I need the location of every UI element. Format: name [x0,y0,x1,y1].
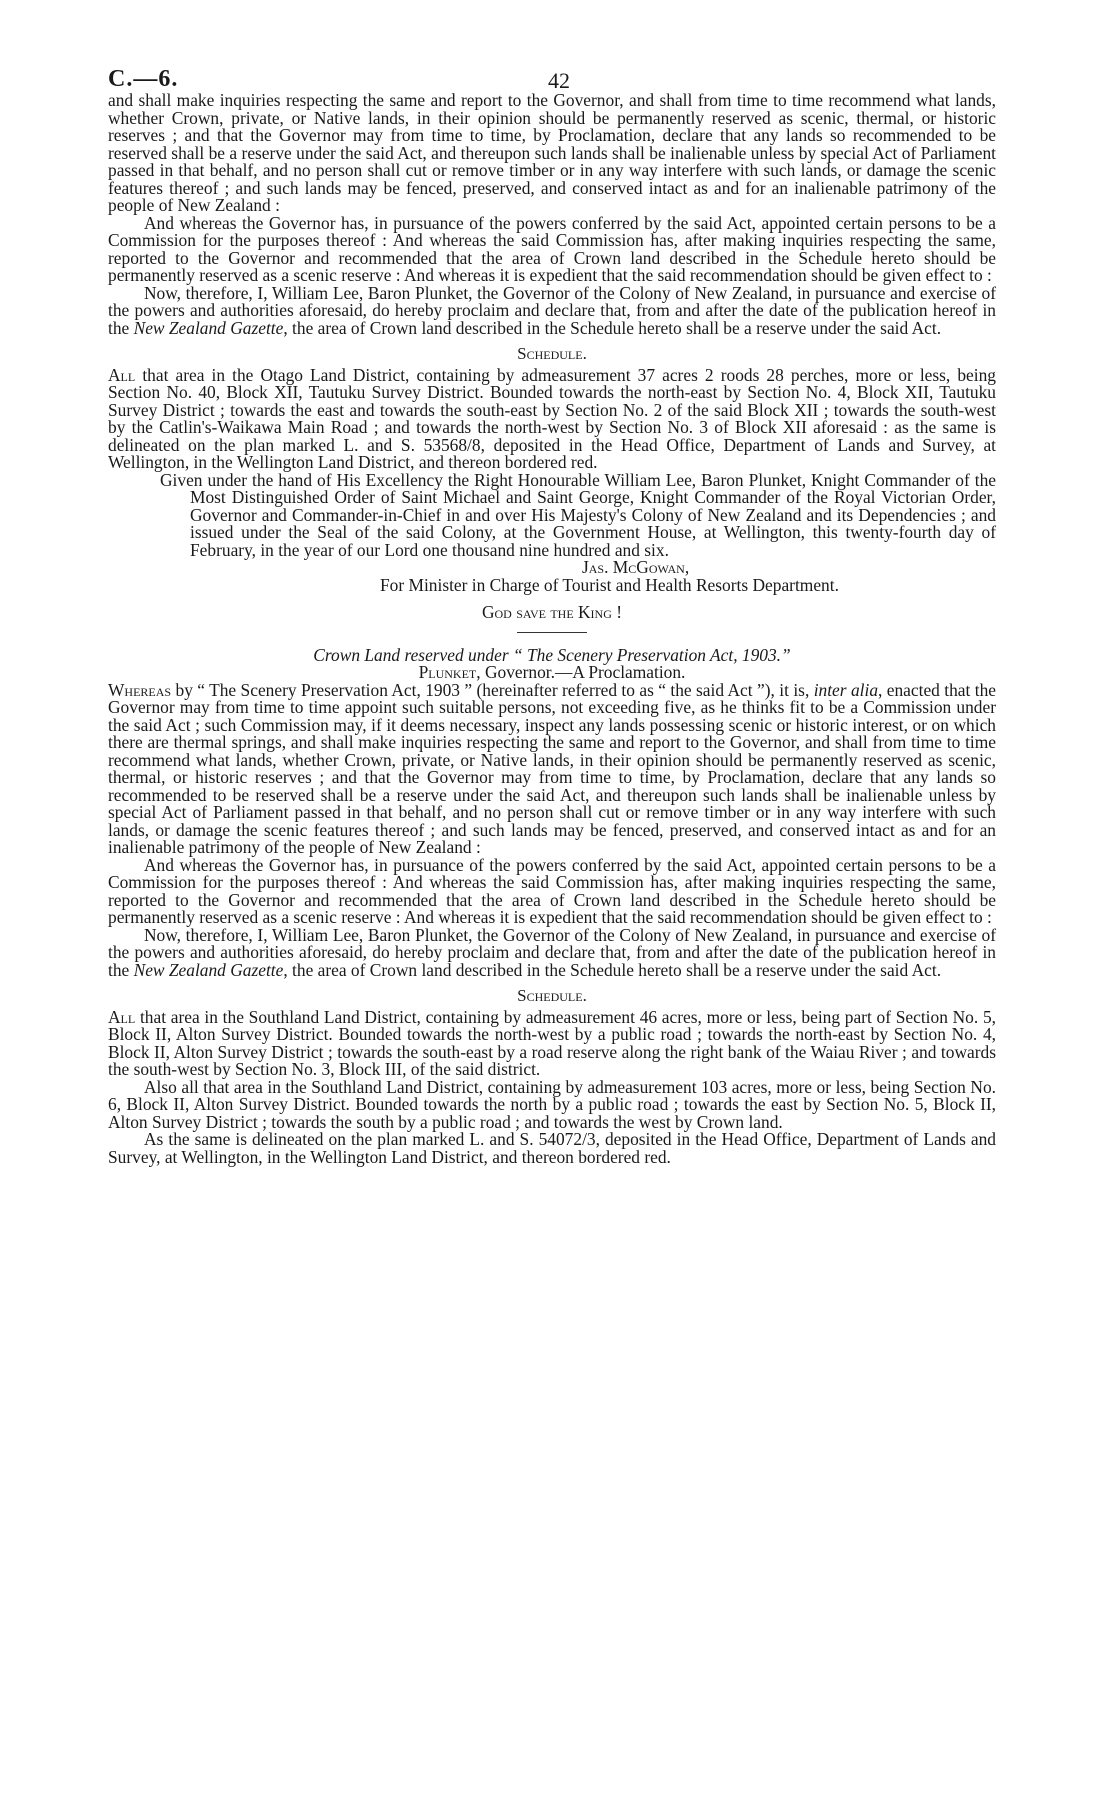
parliamentary-paper-ref: C.—6. [108,66,179,92]
proclaim2-text-b: , the area of Crown land described in the Schedule hereto shall be a reserve under the said Act. [283,959,942,980]
schedule-lead-word: All [108,364,136,385]
commission-paragraph-2: And whereas the Governor has, in pursuance of the powers conferred by the said Act, appointed certain persons to be a Commission for the purposes thereof : And whereas the said Commission has, after making inquiries respecting the same, reported to the Governor and recommended that the area of Crown land described in the Schedule hereto should be permanently reserved as a scenic reserve : And whereas it is expedient that the said recommendation should be given effect to : [108,854,996,927]
minister-line: For Minister in Charge of Tourist and Health Resorts Department. [380,574,839,595]
page-number: 42 [548,68,570,93]
proclaim-text-b: , the area of Crown land described in the Schedule hereto shall be a reserve under the said Act. [283,317,942,338]
title-act: “ The Scenery Preservation Act, 1903.” [512,644,791,665]
schedule2-lead-word: All [108,1006,136,1027]
title-text: Crown Land reserved under [313,644,513,665]
schedule-heading: Schedule. [517,344,587,363]
proclaim-text-a: Now, therefore, I, William Lee, Baron Plunket, the Governor of the Colony of New Zealand, in pursuance and exercise of the powers and authorities aforesaid, do hereby proclaim and declare that, from and after the date of the publication hereof in the [108,282,996,338]
whereas-continuation: and shall make inquiries respecting the same and report to the Governor, and shall from time to time recommend what lands, whether Crown, private, or Native lands, in their opinion should be permanently reserved as scenic, thermal, or historic reserves ; and that the Governor may from time to time, by Proclamation, declare that any lands so recommended to be reserved shall be a reserve under the said Act, and thereupon such lands shall be inalienable unless by special Act of Parliament passed in that behalf, and no person shall cut or remove timber or in any way interfere with such lands, or damage the scenic features thereof ; and such lands may be fenced, preserved, and conserved intact as and for an inalienable patrimony of the people of New Zealand : [108,90,996,215]
whereas-paragraph [108,679,997,857]
governor-name: Plunket [418,662,477,682]
gazette-title-2: New Zealand Gazette [133,959,284,980]
proclamation-paragraph [108,282,996,338]
gazette-title: New Zealand Gazette [133,317,284,338]
commission-paragraph: And whereas the Governor has, in pursuance of the powers conferred by the said Act, appointed certain persons to be a Commission for the purposes thereof : And whereas the said Commission has, after making inquiries respecting the same, reported to the Governor and recommended that the area of Crown land described in the Schedule hereto should be permanently reserved as a scenic reserve : And whereas it is expedient that the said recommendation should be given effect to : [108,212,996,285]
proclaim2-text-a: Now, therefore, I, William Lee, Baron Plunket, the Governor of the Colony of New Zealand, in pursuance and exercise of the powers and authorities aforesaid, do hereby proclaim and declare that, from and after the date of the publication hereof in the [108,924,996,980]
schedule2-text: that area in the Southland Land District, containing by admeasurement 46 acres, more or less, being part of Section No. 5, Block II, Alton Survey District. Bounded towards the north-west by a public road ; towards the north-east by Section No. 4, Block II, Alton Survey District ; towards the south-east by a road reserve along the right bank of the Waiau River ; and towards the south-west by Section No. 3, Block III, of the said district. [108,1006,996,1079]
schedule-heading-2: Schedule. [517,986,587,1005]
proclamation-paragraph-2 [108,924,996,980]
delineation-paragraph: As the same is delineated on the plan marked L. and S. 54072/3, deposited in the Head Office, Department of Lands and Survey, at Wellington, in the Wellington Land District, and thereon bordered red. [108,1129,996,1167]
whereas-lead-word: Whereas [108,679,172,700]
signatory: Jas. McGowan, [582,557,690,577]
inter-alia: inter alia [813,679,879,700]
proclamation-continued [108,92,996,1166]
whereas-text-a: by “ The Scenery Preservation Act, 1903 ” (hereinafter referred to as “ the said Act ”), it is, [171,679,814,700]
god-save-the-king: God save the King ! [481,602,623,622]
subtitle-rest: , Governor.—A Proclamation. [476,662,686,682]
also-paragraph: Also all that area in the Southland Land District, containing by admeasurement 103 acres, more or less, being Section No. 6, Block II, Alton Survey District. Bounded towards the north by a public road ; towards the east by Section No. 5, Block II, Alton Survey District ; towards the south by a public road ; and towards the west by Crown land. [108,1076,996,1132]
schedule-paragraph-2 [108,1006,996,1079]
section-divider [517,632,587,633]
schedule-paragraph [108,364,996,472]
page-header [108,0,996,92]
whereas-text-b: , enacted that the Governor may from time to time appoint such suitable persons, not exceeding five, as he thinks fit to be a Commission under the said Act ; such Commission may, if it deems necessary, inspect any lands possessing scenic or historic interest, or on which there are thermal springs, and shall make inquiries respecting the same and report to the Governor, and shall from time to time recommend what lands, whether Crown, private, or Native lands, in their opinion should be permanently reserved as scenic, thermal, or historic reserves ; and that the Governor may from time to time, by Proclamation, declare that any lands so recommended to be reserved shall be a reserve under the said Act, and thereupon such lands shall be inalienable unless by special Act of Parliament passed in that behalf, and no person shall cut or remove timber or in any way interfere with such lands, or damage the scenic features thereof ; and such lands may be fenced, preserved, and conserved intact as and for an inalienable patrimony of the people of New Zealand : [108,679,997,857]
schedule-text: that area in the Otago Land District, containing by admeasurement 37 acres 2 roods 28 perches, more or less, being Section No. 40, Block XII, Tautuku Survey District. Bounded towards the north-east by Section No. 4, Block XII, Tautuku Survey District ; towards the east and towards the south-east by Section No. 2 of the said Block XII ; towards the south-west by the Catlin's-Waikawa Main Road ; and towards the north-west by Section No. 3 of Block XII aforesaid : as the same is delineated on the plan marked L. and S. 53568/8, deposited in the Head Office, Department of Lands and Survey, at Wellington, in the Wellington Land District, and thereon bordered red. [108,364,996,472]
given-under-hand: Given under the hand of His Excellency the Right Honourable William Lee, Baron Plunket, Knight Commander of the Most Distinguished Order of Saint Michael and Saint George, Knight Commander of the Royal Victorian Order, Governor and Commander-in-Chief in and over His Majesty's Colony of New Zealand and its Dependencies ; and issued under the Seal of the said Colony, at the Government House, at Wellington, this twenty-fourth day of February, in the year of our Lord one thousand nine hundred and six. [160,469,996,560]
